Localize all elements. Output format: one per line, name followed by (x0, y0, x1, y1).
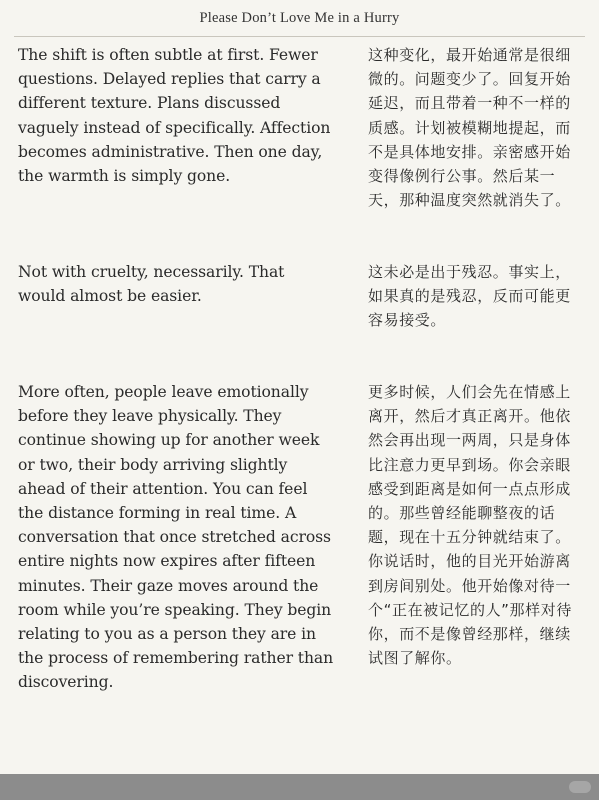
paragraph-english: More often, people leave emotionally before they leave physically. They continue showing up for another week or two, their body arriving slightly ahead of their attention. You can feel the distance forming in real time. A conversation that once stretched across entire nights now expires after fifteen minutes. Their gaze moves around the room while you’re speaking. They begin relating to you as a person they are in the process of remembering rather than discovering. (18, 383, 334, 692)
paragraph-english: Not with cruelty, necessarily. That would almost be easier. (18, 263, 285, 306)
paragraph-chinese: 这未必是出于残忍。事实上，如果真的是残忍，反而可能更容易接受。 (368, 263, 571, 330)
paragraph-chinese: 这种变化，最开始通常是很细微的。问题变少了。回复开始延迟，而且带着一种不一样的质感。计划被模糊地提起，而不是具体地安排。亲密感开始变得像例行公事。然后某一天，那种温度突然就消失了。 (368, 46, 571, 210)
page-title: Please Don’t Love Me in a Hurry (199, 10, 400, 26)
paragraph-chinese: 更多时候，人们会先在情感上离开，然后才真正离开。他依然会再出现一两周，只是身体比注意力更早到场。你会亲眼感受到距离是如何一点点形成的。那些曾经能聊整夜的话题，现在十五分钟就结束了。你说话时，他的目光开始游离到房间别处。他开始像对待一个“正在被记忆的人”那样对待你，而不是像曾经那样，继续试图了解你。 (368, 383, 572, 668)
page-header (0, 0, 599, 36)
bottom-bar (0, 774, 599, 800)
header-divider (14, 36, 585, 37)
watermark-icon (569, 781, 591, 793)
paragraph-english: The shift is often subtle at first. Fewer questions. Delayed replies that carry a different texture. Plans discussed vaguely instead of specifically. Affection becomes administrative. Then one day, the warmth is simply gone. (18, 46, 331, 186)
